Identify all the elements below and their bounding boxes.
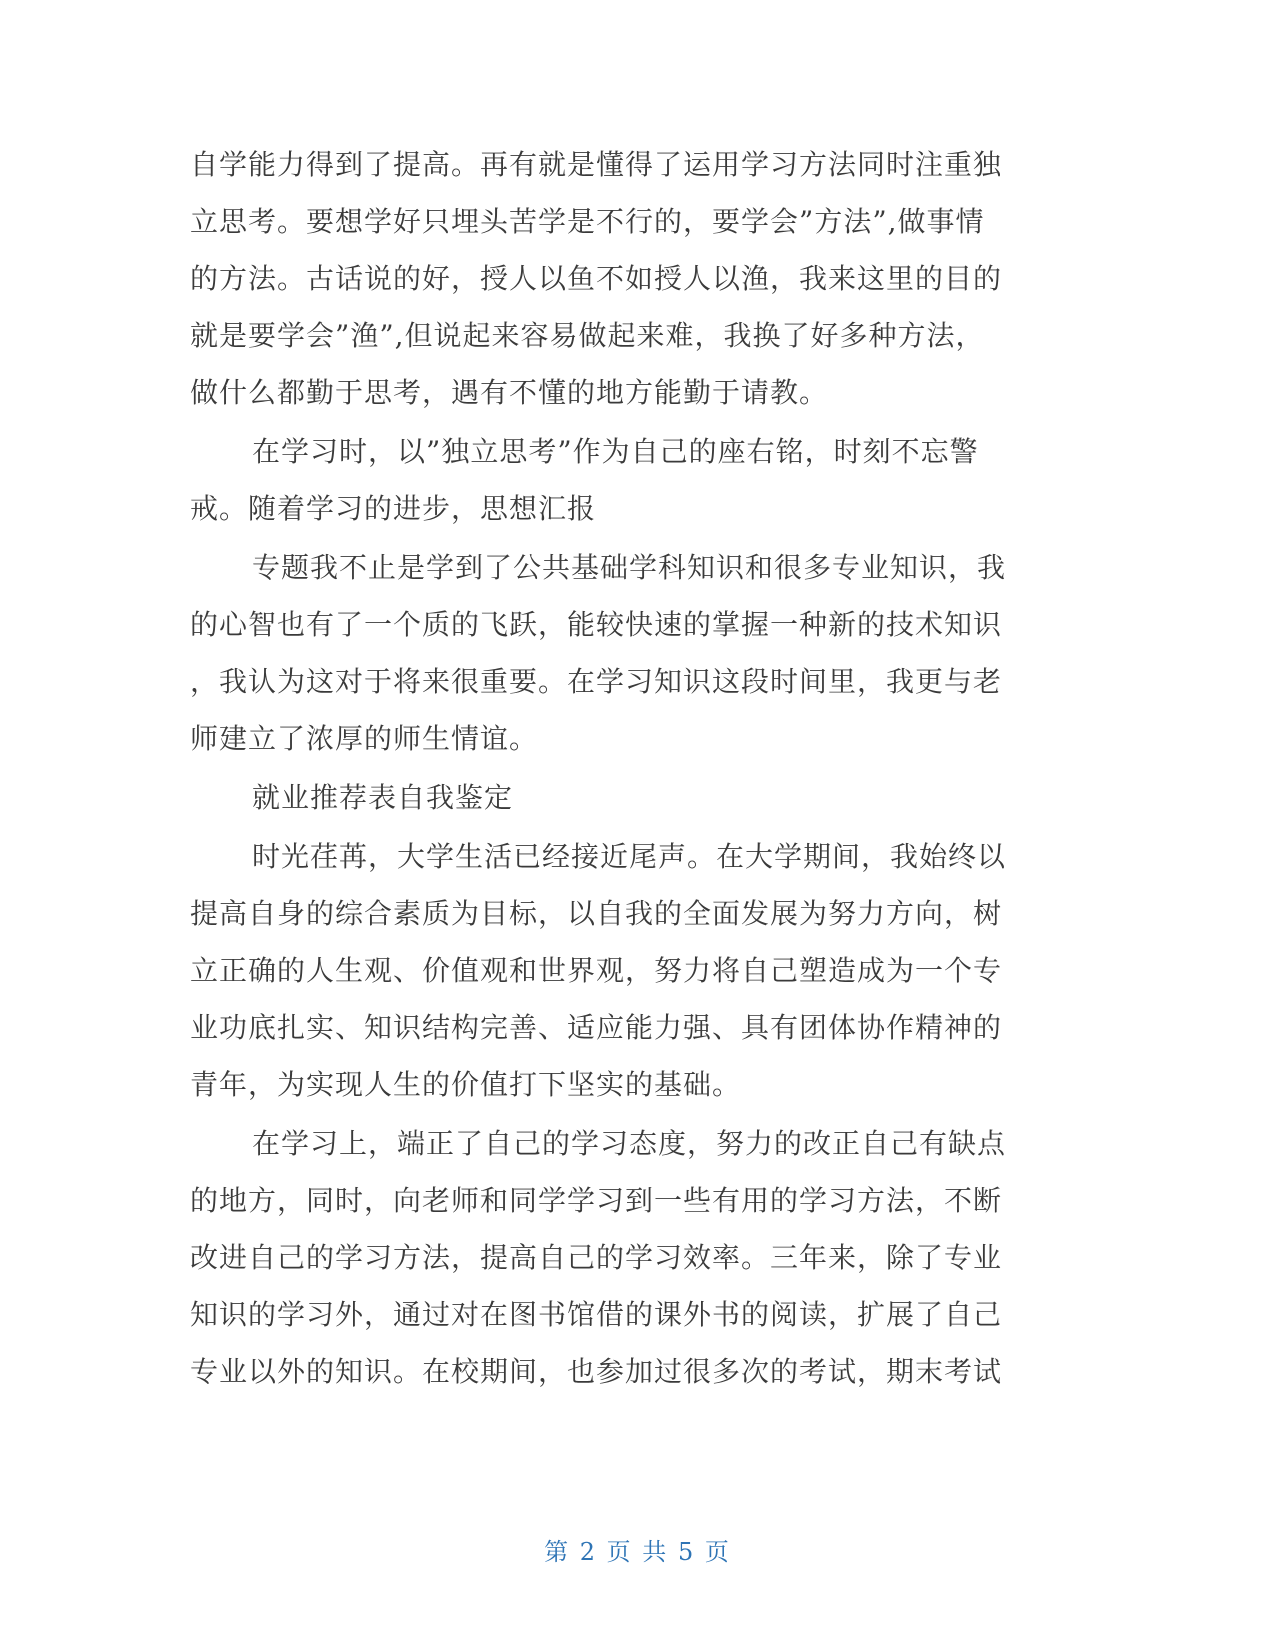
text-line: 专业以外的知识。在校期间，也参加过很多次的考试，期末考试	[190, 1355, 1003, 1388]
text-line: 立正确的人生观、价值观和世界观，努力将自己塑造成为一个专	[190, 954, 1003, 987]
section-heading: 就业推荐表自我鉴定	[252, 781, 514, 814]
paragraph-first-line: 专题我不止是学到了公共基础学科知识和很多专业知识，我	[252, 551, 1007, 584]
text-line: 业功底扎实、知识结构完善、适应能力强、具有团体协作精神的	[190, 1011, 1003, 1044]
paragraph-first-line: 时光荏苒，大学生活已经接近尾声。在大学期间，我始终以	[252, 840, 1007, 873]
text-line: 自学能力得到了提高。再有就是懂得了运用学习方法同时注重独	[190, 148, 1003, 181]
text-line: 做什么都勤于思考，遇有不懂的地方能勤于请教。	[190, 376, 829, 409]
text-line: 戒。随着学习的进步，思想汇报	[190, 492, 597, 525]
text-line: 就是要学会”渔”,但说起来容易做起来难，我换了好多种方法，	[190, 319, 985, 352]
text-line: 青年，为实现人生的价值打下坚实的基础。	[190, 1068, 742, 1101]
text-line: 提高自身的综合素质为目标，以自我的全面发展为努力方向，树	[190, 897, 1003, 930]
text-line: 的心智也有了一个质的飞跃，能较快速的掌握一种新的技术知识	[190, 608, 1003, 641]
text-line: ，我认为这对于将来很重要。在学习知识这段时间里，我更与老	[190, 665, 1003, 698]
text-line: 改进自己的学习方法，提高自己的学习效率。三年来，除了专业	[190, 1241, 1003, 1274]
text-line: 知识的学习外，通过对在图书馆借的课外书的阅读，扩展了自己	[190, 1298, 1003, 1331]
text-line: 的方法。古话说的好，授人以鱼不如授人以渔，我来这里的目的	[190, 262, 1003, 295]
page-number-footer: 第 2 页 共 5 页	[544, 1538, 731, 1566]
paragraph-first-line: 在学习上，端正了自己的学习态度，努力的改正自己有缺点	[252, 1127, 1007, 1160]
text-line: 的地方，同时，向老师和同学学习到一些有用的学习方法，不断	[190, 1184, 1003, 1217]
paragraph-first-line: 在学习时，以”独立思考”作为自己的座右铭，时刻不忘警	[252, 435, 979, 468]
text-line: 师建立了浓厚的师生情谊。	[190, 722, 539, 755]
text-line: 立思考。要想学好只埋头苦学是不行的，要学会”方法”,做事情	[190, 205, 985, 238]
